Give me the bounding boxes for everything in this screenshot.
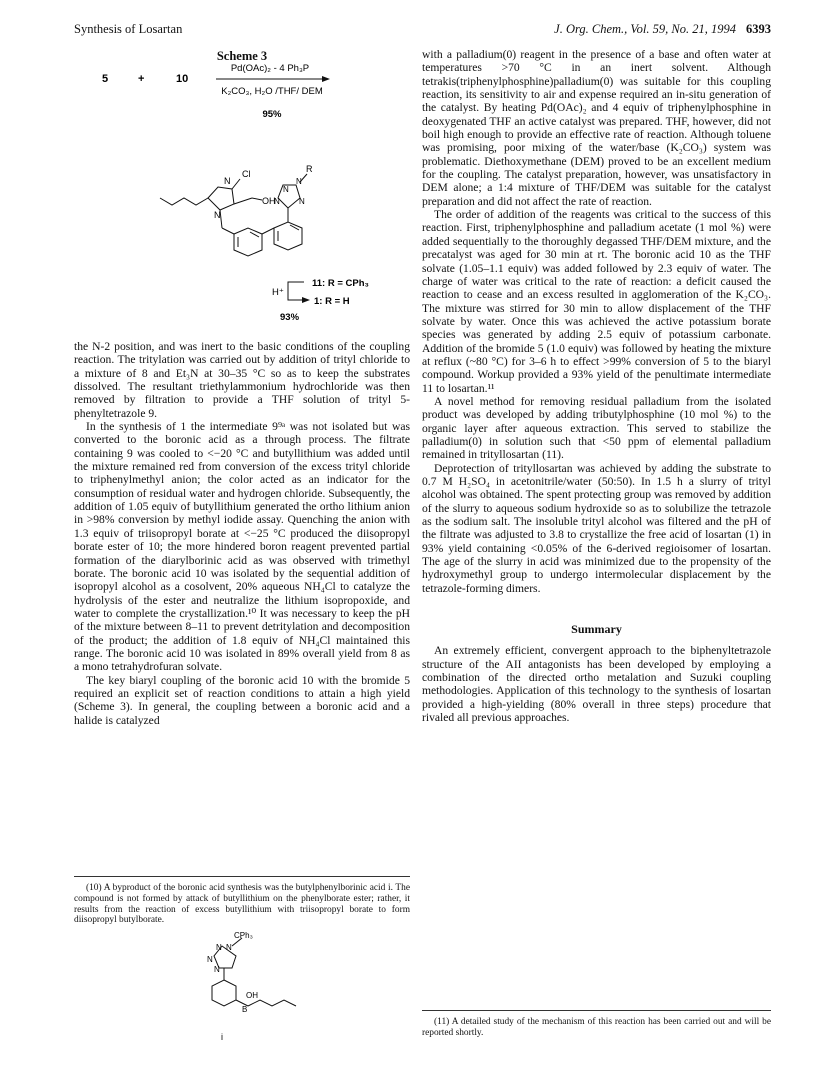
left-paragraph-3: The key biaryl coupling of the boronic acid 10 with the bromide 5 required an explicit set of reaction conditions to attain a high yield (Scheme 3). In general, the coupling between a boronic acid and a halide is catalyzed	[74, 673, 410, 727]
structure-i-n2: N	[226, 943, 232, 953]
footnote-11-text: (11) A detailed study of the mechanism of this reaction has been carried out and will be reported shortly.	[422, 1017, 771, 1038]
imidazole-n3: N	[224, 176, 231, 186]
right-paragraph-3: A novel method for removing residual palladium from the isolated product was developed by adding tributylphosphine (10 mol %) to the organic layer after aqueous extraction. This served to stabilize the palladium(0) in solution such that <50 ppm of elemental palladium remained in trityllosartan (11).	[422, 394, 771, 462]
scheme-title: Scheme 3	[216, 49, 268, 63]
reagent-top: Pd(OAc)₂ - 4 Ph₃P	[230, 63, 310, 74]
header-title: Synthesis of Losartan	[74, 22, 183, 36]
deprotection-bracket	[288, 282, 304, 300]
footnote-10	[74, 876, 410, 1050]
right-paragraph-2: The order of addition of the reagents was critical to the success of this reaction. First, triphenylphosphine and palladium acetate (1 mol %) were added sequentially to the thoroughly degassed THF/DEM mixture, and the precatalyst was aged for 30 min at rt. The boronic acid 10 as the THF solvate (1.05–1.1 equiv) was added followed by 2.3 equiv of water. The charge of water was critical to the rate of reaction: a deficit caused the reaction to cease and an excess resulted in agglomeration of the K₂CO₃. The mixture was stirred for 30 min to allow displacement of the THF solvate by water. Once this was achieved the active potassium borate species was generated by adding 2.5 equiv of potassium carbonate. Addition of the bromide 5 (1.0 equiv) was followed by heating the mixture at reflux (~80 °C) for 3–6 h to effect >99% conversion of 5 to the biaryl compound. Workup provided a 93% yield of the penultimate intermediate 11 to losartan.¹¹	[422, 208, 771, 395]
tetrazole-n1: N	[296, 177, 302, 186]
tetrazole-n3: N	[274, 197, 280, 206]
scheme-3	[74, 48, 410, 340]
left-column	[74, 48, 410, 727]
footnote-11	[422, 1010, 771, 1039]
reagent-bottom: K₂CO₃, H₂O /THF/ DEM	[221, 86, 323, 97]
scheme-yield: 95%	[262, 109, 282, 120]
summary-paragraph: An extremely efficient, convergent approach to the biphenyltetrazole structure of the AII antagonists has been developed by employing a combination of the directed ortho metalation and Suzuki coupling methodologies. Application of this technology to the synthesis of losartan provided a high-yielding (80% overall in three steps) procedure that rivaled all previous approaches.	[422, 644, 771, 725]
running-header	[74, 22, 771, 40]
structure-i-label: i	[221, 1032, 223, 1043]
hydroxyl-label: OH	[262, 196, 276, 206]
structure-i-cph3: CPh₃	[234, 931, 253, 941]
acid-label: H⁺	[272, 287, 284, 298]
tetrazole-n2: N	[283, 185, 289, 194]
right-paragraph-1: with a palladium(0) reagent in the presence of a base and often water at temperatures >70 °C in an inert solvent. Although tetrakis(triphenylphosphine)palladium(0) was suitable for this coupling reaction, its sensitivity to air and expense required an in-situ generation of the catalyst. By heating Pd(OAc)₂ and 4 equiv of triphenylphosphine in deoxygenated THF an active catalyst was prepared. THF, however, did not boil high enough to provide an effective rate of reaction. Although toluene was promising, poor mixing of the water/base (K₂CO₃) system was problematic. Diethoxymethane (DEM) proved to be an excellent medium for the coupling. The catalyst preparation, however, was unsatisfactory in DEM alone; a 1:4 mixture of THF/DEM was suitable for the catalyst preparation and did not affect the rate of reaction.	[422, 48, 771, 208]
plus-sign: +	[138, 73, 145, 85]
structure-i-boron: B	[242, 1005, 248, 1015]
right-column	[422, 48, 771, 725]
footnote-10-text: (10) A byproduct of the boronic acid synthesis was the butylphenylborinic acid i. The compound is not formed by attack of butyllithium on the phenylborate ester; rather, it results from the reaction of excess butyllithium with triisopropyl borate to form diisopropyl butylborate.	[74, 883, 410, 926]
summary-heading: Summary	[571, 622, 622, 637]
tetrazole-n4: N	[299, 197, 305, 206]
page-number: 6393	[746, 22, 771, 36]
reactant-5: 5	[102, 73, 109, 85]
scheme-3-drawing	[74, 48, 410, 340]
reaction-arrowhead	[322, 76, 330, 82]
chlorine-label: Cl	[242, 169, 251, 179]
reactant-10: 10	[176, 73, 189, 85]
journal-citation: J. Org. Chem., Vol. 59, No. 21, 1994	[554, 22, 736, 36]
structure-i-n1: N	[216, 943, 222, 953]
tetrazole-r-label: R	[306, 164, 313, 174]
structure-i	[74, 926, 410, 1046]
structure-i-oh: OH	[246, 991, 258, 1001]
structure-i-n3: N	[207, 955, 213, 965]
left-paragraph-2: In the synthesis of 1 the intermediate 9⁹ᵃ was not isolated but was converted to the boronic acid as a through process. The filtrate containing 9 was cooled to <−20 °C and butyllithium was added until the mixture remained red from conversion of the excess trityl chloride to triphenylmethyl anion; the color acted as an indicator for the consumption of residual water and hydrogen chloride. Subsequently, the addition of 1.05 equiv of butyllithium generated the ortho lithium anion in >98% conversion by methyl iodide assay. Quenching the anion with 1.3 equiv of triisopropyl borate at <−25 °C produced the diisopropyl borate ester of 10; the more hindered boron reagent prevented partial formation of the diarylborinic acid as was observed with trimethyl borate. The boronic acid 10 was isolated by the sequential addition of isopropyl alcohol as a cosolvent, 20% aqueous NH₄Cl to catalyze the hydrolysis of the ester and neutralize the lithium isopropoxide, and water to complete the crystallization.¹⁰ It was necessary to keep the pH of the mixture between 8–11 to prevent detritylation and decomposition of the product; the addition of 1.8 equiv of NH₄Cl maintained this range. The boronic acid 10 was isolated in 89% overall yield from 8 as a mono tetrahydrofuran solvate.	[74, 420, 410, 674]
structure-i-n4: N	[214, 965, 220, 975]
deprotection-arrowhead	[302, 297, 310, 303]
left-paragraph-1: the N-2 position, and was inert to the basic conditions of the coupling reaction. The tritylation was carried out by addition of trityl chloride to a mixture of 8 and Et₃N at 30–35 °C so as to keep the substrates dissolved. The resultant triethylammonium hydrochloride was then removed by filtration to provide a THF solution of trityl 5-phenyltetrazole 9.	[74, 340, 410, 420]
step-label-1: 1: R = H	[314, 296, 350, 307]
step-label-11: 11: R = CPh₃	[312, 278, 369, 289]
right-paragraph-4: Deprotection of trityllosartan was achieved by adding the substrate to 0.7 M H₂SO₄ in acetonitrile/water (50:50). In 1.5 h a slurry of trityl alcohol was obtained. The spent protecting group was removed by addition of the slurry to aqueous sodium hydroxide so as to solubilize the tetrazole as the sodium salt. The insoluble trityl alcohol was filtered and the pH of the filtrate was adjusted to 3.8 to crystallize the free acid of losartan (1) in 93% yield containing <0.05% of the 6-derived regioisomer of losartan. The age of the slurry in acid was minimized due to the propensity of the hydroxymethyl group to undergo intermolecular displacement by the tetrazole-forming dimers.	[422, 461, 771, 595]
step-yield: 93%	[280, 312, 300, 323]
header-journal	[554, 22, 771, 37]
imidazole-n1: N	[214, 210, 221, 220]
losartan-structure	[160, 179, 302, 256]
